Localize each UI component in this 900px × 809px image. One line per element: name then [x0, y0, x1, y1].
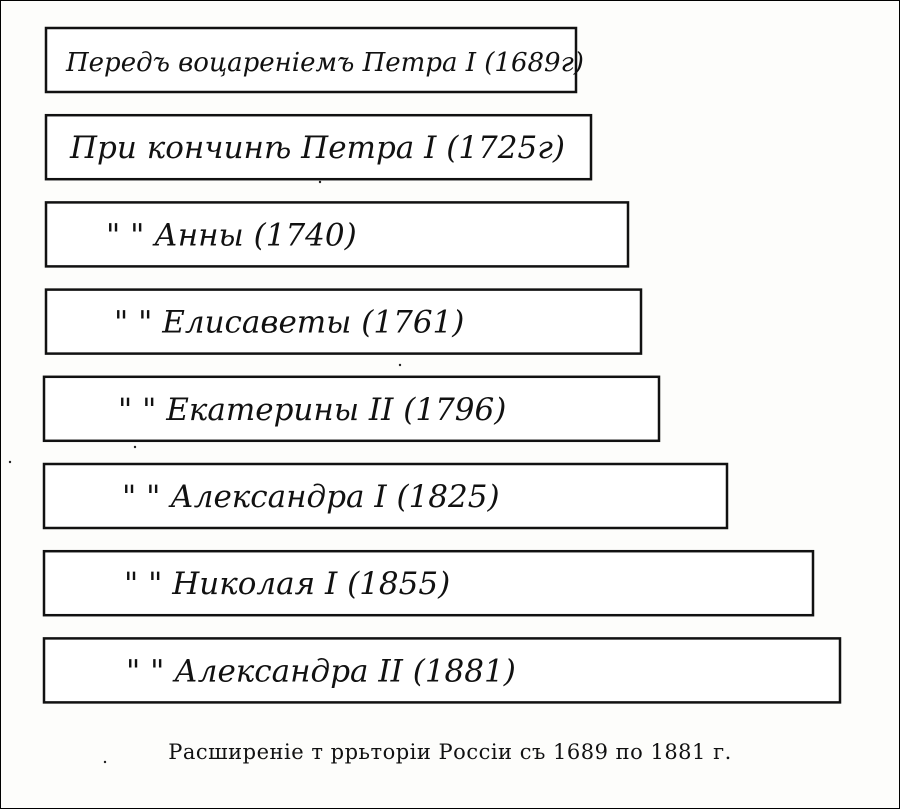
bar-group	[44, 464, 727, 528]
bar-label: " " Анны (1740)	[106, 217, 357, 254]
bar-group	[46, 202, 628, 266]
bar-label: " " Александра I (1825)	[122, 479, 500, 515]
bar-group	[44, 377, 659, 441]
bar-label: " " Александра II (1881)	[126, 653, 516, 690]
scan-speck	[134, 446, 136, 448]
bar-label: Передъ воцареніемъ Петра I (1689г)	[66, 48, 584, 78]
bar-label: " " Николая I (1855)	[124, 566, 451, 603]
bar-group	[44, 551, 813, 615]
scan-speck	[9, 461, 11, 463]
scan-speck	[399, 364, 401, 366]
bar-group	[46, 28, 584, 92]
figure-caption: Расширеніе т ррьторіи Россіи съ 1689 по 1881 г.	[168, 740, 732, 764]
bar-label: При кончинѣ Петра I (1725г)	[70, 130, 565, 167]
bar-group	[46, 115, 591, 179]
bar-group	[44, 638, 840, 702]
bar-group	[46, 290, 641, 354]
bar-label: " " Екатерины II (1796)	[118, 391, 507, 428]
bar-label: " " Елисаветы (1761)	[114, 304, 465, 341]
scan-speck	[319, 181, 321, 183]
